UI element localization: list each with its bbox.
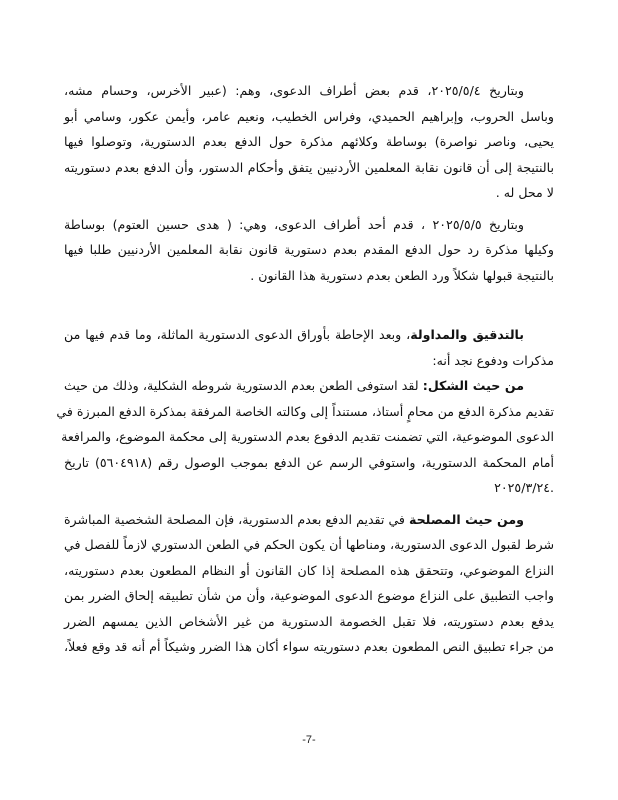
text-line: .٢٠٢٥/٣/٢٤ (494, 480, 554, 495)
text-line: شرط لقبول الدعوى الدستورية، ومناطها أن يكون الحكم في الطعن الدستوري لازماً للفصل في (64, 537, 554, 552)
text-line: بالنتيجة قبولها شكلاً ورد الطعن بعدم دستورية هذا القانون . (250, 267, 554, 283)
text-line: وكيلها مذكرة رد حول الدفع المقدم بعدم دستورية قانون نقابة المعلمين الأردنيين طلبا فيها (64, 242, 554, 257)
paragraph-filing-2025-05-05 (64, 212, 554, 289)
text-line: الدعوى الموضوعية، التي تضمنت تقديم الدفوع بعدم الدستورية إلى محكمة الموضوع، والمرافعة (61, 429, 554, 444)
text-line: تقديم مذكرة الدفع من محامٍ أستاذ، مستنداً إلى وكالته الخاصة المرفقة بمذكرة الدفع المبرزة في (56, 403, 554, 419)
document-page (56, 78, 554, 660)
text-line (64, 507, 554, 533)
text-line: يحيى، وناصر نواصرة) بوساطة وكلائهم مذكرة حول الدفع بعدم الدستورية، وتوصلوا فيها (64, 134, 554, 149)
text-line: بالنتيجة إلى أن قانون نقابة المعلمين الأردنيين يتفق وأحكام الدستور، وأن الدفع بعدم دستوريته (64, 159, 554, 175)
text-line: واجب التطبيق على النزاع موضوع الدعوى الموضوعية، وأن من شأن تطبيقه إلحاق الضرر بمن (64, 588, 554, 603)
paragraph-filing-2025-05-04 (64, 78, 554, 206)
page-number: -7- (302, 734, 316, 746)
text-line: لا محل له . (495, 185, 554, 200)
text-line (64, 322, 554, 348)
text-line: وباسل الحروب، وإبراهيم الحميدي، وفراس الخطيب، ونعيم عامر، وأيمن عكور، وسامي أبو (64, 108, 554, 124)
text-line: النزاع الموضوعي، وتتحقق هذه المصلحة إذا كان القانون أو النظام المطعون بعدم دستوريته، (64, 562, 554, 578)
text-run: لقد استوفى الطعن بعدم الدستورية شروطه الشكلية، وذلك من حيث (64, 378, 423, 393)
text-run: ، وبعد الإحاطة بأوراق الدعوى الدستورية الماثلة، وما قدم فيها من (64, 327, 411, 342)
text-line: أمام المحكمة الدستورية، واستوفي الرسم عن الدفع بموجب الوصول رقم (٥٦٠٤٩١٨) تاريخ (64, 454, 554, 470)
text-line: وبتاريخ ٢٠٢٥/٥/٥ ، قدم أحد أطراف الدعوى، وهي: ( هدى حسين العتوم) بوساطة (64, 216, 524, 232)
text-line: يدفع بعدم دستوريته، فلا تقبل الخصومة الدستورية من غير الأشخاص الذين يمسهم الضرر (64, 613, 554, 629)
text-line (64, 373, 554, 399)
text-line: مذكرات ودفوع نجد أنه: (432, 352, 554, 368)
paragraph-interest (64, 507, 554, 660)
bold-heading-deliberation: بالتدقيق والمداولة (410, 327, 524, 342)
text-run: في تقديم الدفع بعدم الدستورية، فإن المصلحة الشخصية المباشرة (63, 511, 409, 527)
text-line: من جراء تطبيق النص المطعون بعدم دستوريته سواء أكان هذا الضرر وشيكاً أم أنه قد وقع فعلاً، (64, 639, 554, 654)
text-line: وبتاريخ ٢٠٢٥/٥/٤، قدم بعض أطراف الدعوى، وهم: (عبير الأخرس، وحسام مشه، (64, 83, 525, 98)
paragraph-deliberation (64, 322, 554, 373)
paragraph-form (56, 373, 554, 501)
bold-heading-form: من حيث الشكل: (422, 378, 524, 393)
bold-heading-interest: ومن حيث المصلحة (408, 511, 524, 527)
